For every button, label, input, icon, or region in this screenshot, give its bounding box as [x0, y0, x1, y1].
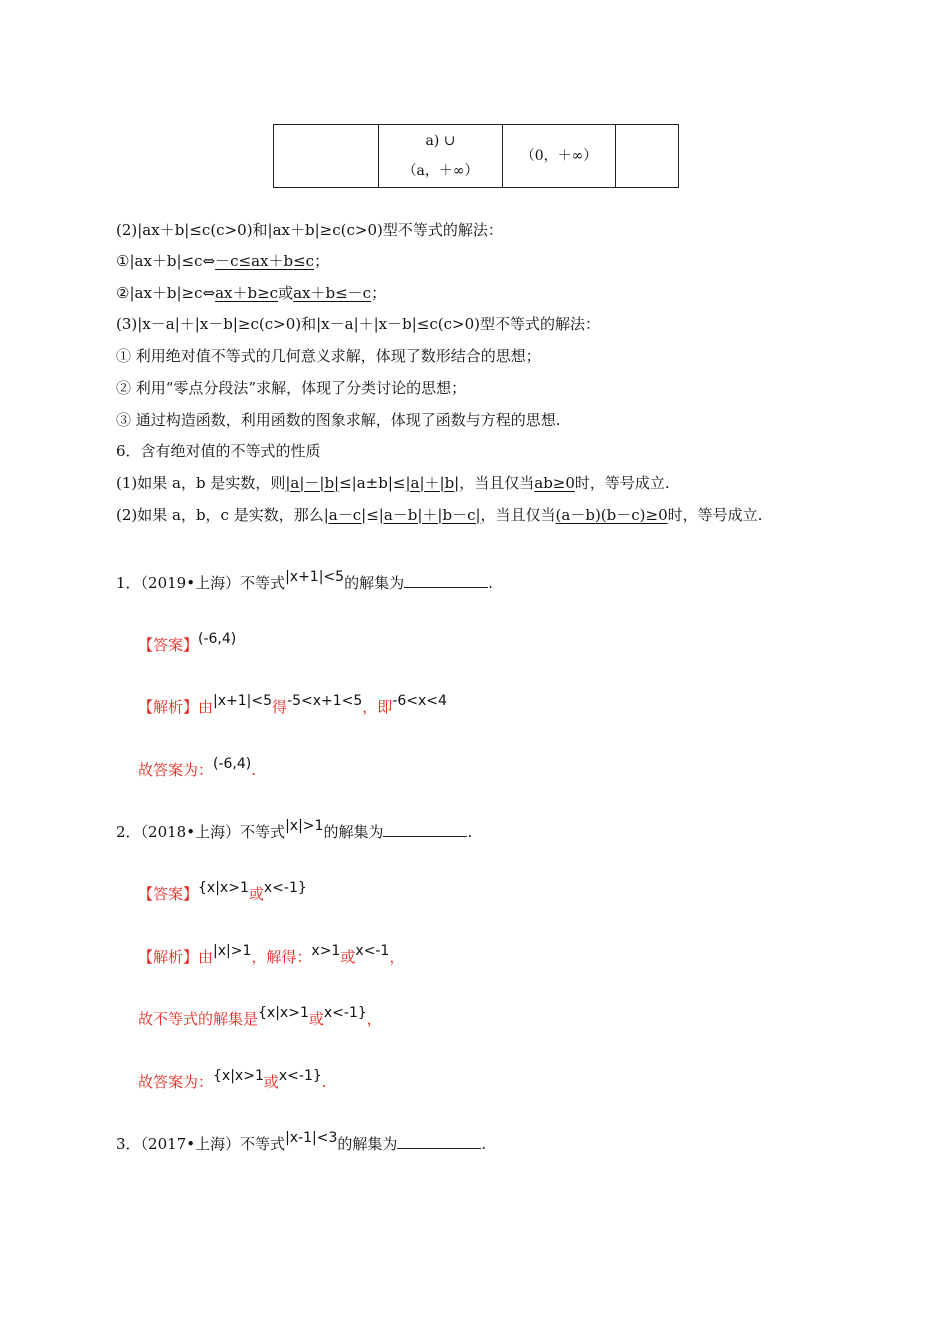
underlined-text: ax＋b≥c: [215, 284, 279, 302]
answer-blank: [397, 1134, 481, 1149]
text: .: [481, 1135, 487, 1153]
final-answer-line: [138, 756, 257, 782]
answer-line: [138, 880, 307, 906]
math-expr: -6<x<4: [392, 693, 447, 709]
text: ；: [371, 284, 387, 302]
math-expr: x>1: [311, 943, 341, 959]
table-cell: [274, 125, 379, 188]
math-expr: {x|x>1: [258, 1005, 309, 1021]
underlined-text: －c≤ax＋b≤c: [215, 252, 315, 270]
math-expr: x<-1}: [323, 1005, 367, 1021]
math-expr: |x+1|<5: [285, 569, 345, 585]
math-expr: |x+1|<5: [213, 693, 273, 709]
analysis-line: [138, 1005, 382, 1031]
text: (2)如果 a，b，c 是实数，那么: [116, 506, 324, 524]
cell-line: （a，＋∞）: [402, 163, 479, 179]
underlined-text: ax＋b≤－c: [293, 284, 372, 302]
math-expr: x<-1}: [278, 1068, 322, 1084]
analysis-line: [138, 693, 447, 719]
text: ，: [389, 948, 405, 966]
text: 故答案为：: [138, 761, 214, 779]
text: 或: [248, 885, 264, 903]
section-heading: 6．含有绝对值的不等式的性质: [116, 442, 321, 460]
text: 由: [198, 698, 214, 716]
note-line: ③ 通过构造函数，利用函数的图象求解，体现了函数与方程的思想.: [116, 411, 561, 429]
text: .: [467, 823, 473, 841]
analysis-tag: 【解析】: [138, 698, 199, 716]
problem-number: 1．: [116, 574, 141, 592]
text: 时，等号成立.: [574, 474, 670, 492]
note-line: [116, 505, 762, 525]
table-cell: [379, 125, 503, 188]
text: ≤|a±b|≤: [339, 474, 406, 492]
problem-number: 2．: [116, 823, 141, 841]
math-expr: (-6,4): [198, 631, 237, 647]
math-expr: x<-1}: [263, 880, 307, 896]
analysis-line: [138, 943, 405, 969]
text: 的解集为: [337, 1135, 398, 1153]
problem-2: [116, 818, 473, 844]
underlined-text: |a－b|＋|b－c|: [378, 506, 481, 524]
problem-source: （2017•上海）不等式: [140, 1135, 286, 1153]
analysis-tag: 【解析】: [138, 948, 199, 966]
answer-blank: [383, 822, 467, 837]
math-expr: {x|x>1: [198, 880, 249, 896]
underlined-text: (a－b)(b－c)≥0: [555, 506, 668, 524]
text: 时，等号成立.: [667, 506, 763, 524]
text: 或: [340, 948, 356, 966]
text: 故答案为：: [138, 1073, 214, 1091]
problem-1: [116, 569, 493, 595]
math-expr: |x|>1: [285, 818, 324, 834]
text: 的解集为: [323, 823, 384, 841]
underlined-text: |a|＋|b|: [405, 474, 460, 492]
answer-tag: 【答案】: [138, 636, 199, 654]
table-cell: [503, 125, 616, 188]
text: ，当且仅当: [459, 474, 535, 492]
math-expr: (-6,4): [213, 756, 252, 772]
text: 或: [278, 284, 294, 302]
problem-source: （2018•上海）不等式: [140, 823, 286, 841]
math-expr: x<-1: [355, 943, 390, 959]
note-line: ② 利用“零点分段法”求解，体现了分类讨论的思想；: [116, 379, 467, 397]
cell-line: （0，＋∞）: [520, 148, 598, 164]
text: 或: [308, 1010, 324, 1028]
table-fragment: [273, 124, 679, 188]
text: .: [251, 761, 257, 779]
problem-3: [116, 1130, 487, 1156]
text: ，: [366, 1010, 382, 1028]
problem-source: （2019•上海）不等式: [140, 574, 286, 592]
underlined-text: |a－c|: [323, 506, 367, 524]
problem-number: 3．: [116, 1135, 141, 1153]
underlined-text: ab≥0: [534, 474, 575, 492]
text: ，即: [362, 698, 393, 716]
text: ②|ax＋b|≥c⇔: [116, 284, 216, 302]
text: 得: [272, 698, 288, 716]
final-answer-line: [138, 1068, 327, 1094]
cell-line: a) ∪: [425, 133, 456, 149]
answer-tag: 【答案】: [138, 885, 199, 903]
text: .: [488, 574, 493, 592]
note-line: [116, 473, 670, 493]
answer-line: [138, 631, 237, 657]
answer-blank: [404, 573, 488, 588]
math-expr: {x|x>1: [213, 1068, 264, 1084]
math-expr: |x|>1: [213, 943, 252, 959]
text: .: [321, 1073, 327, 1091]
text: 的解集为: [344, 574, 405, 592]
text: 由: [198, 948, 214, 966]
note-line: (3)|x－a|＋|x－b|≥c(c>0)和|x－a|＋|x－b|≤c(c>0)型不等式的解法：: [116, 315, 600, 333]
math-expr: -5<x+1<5: [287, 693, 363, 709]
note-line: [116, 251, 329, 271]
text: ①|ax＋b|≤c⇔: [116, 252, 216, 270]
note-line: ① 利用绝对值不等式的几何意义求解，体现了数形结合的思想；: [116, 347, 541, 365]
text: ；: [314, 252, 330, 270]
note-line: [116, 283, 386, 303]
math-expr: |x-1|<3: [285, 1130, 338, 1146]
text: ，解得：: [251, 948, 312, 966]
table-row: [274, 125, 679, 188]
underlined-text: |a|－|b|: [285, 474, 340, 492]
text: 故不等式的解集是: [138, 1010, 259, 1028]
text: 或: [263, 1073, 279, 1091]
text: ≤: [366, 506, 379, 524]
text: ，当且仅当: [480, 506, 556, 524]
text: (1)如果 a，b 是实数，则: [116, 474, 286, 492]
note-line: (2)|ax＋b|≤c(c>0)和|ax＋b|≥c(c>0)型不等式的解法：: [116, 221, 503, 239]
table-cell: [616, 125, 679, 188]
